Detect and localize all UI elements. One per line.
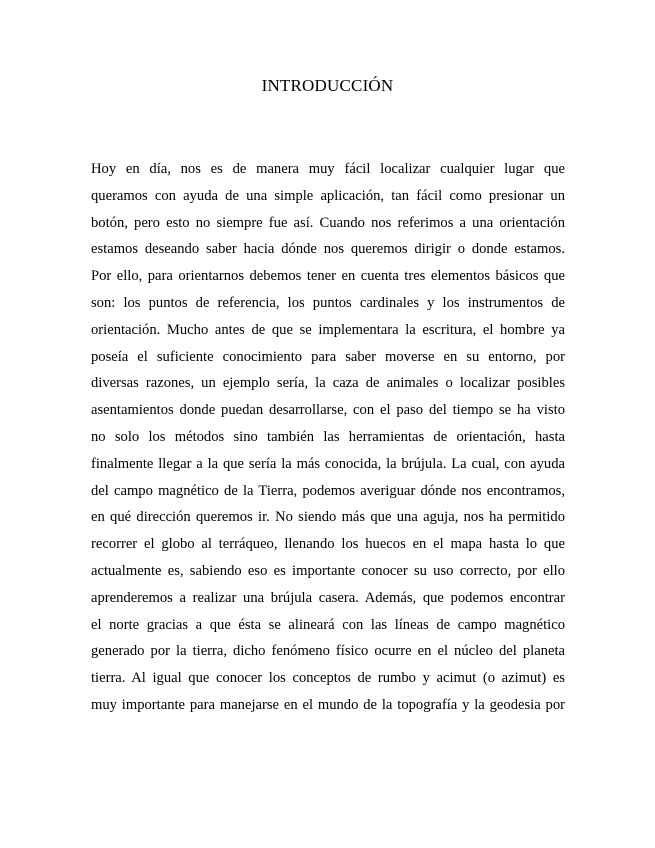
paragraph-line: generado por la tierra, dicho fenómeno físico ocurre en el núcleo del planeta bbox=[91, 643, 565, 660]
paragraph-line: Por ello, para orientarnos debemos tener en cuenta tres elementos básicos que bbox=[91, 268, 565, 285]
paragraph-line: el norte gracias a que ésta se alineará con las líneas de campo magnético bbox=[91, 616, 565, 633]
paragraph-line: recorrer el globo al terráqueo, llenando los huecos en el mapa hasta lo que bbox=[91, 536, 565, 553]
paragraph-line: del campo magnético de la Tierra, podemos averiguar dónde nos encontramos, bbox=[91, 482, 565, 499]
paragraph-line: muy importante para manejarse en el mundo de la topografía y la geodesia por bbox=[91, 696, 565, 713]
paragraph-line: finalmente llegar a la que sería la más conocida, la brújula. La cual, con ayuda bbox=[91, 455, 565, 472]
paragraph-line: Hoy en día, nos es de manera muy fácil localizar cualquier lugar que bbox=[91, 161, 565, 177]
paragraph-line: orientación. Mucho antes de que se implementara la escritura, el hombre ya bbox=[91, 321, 565, 338]
paragraph-line: diversas razones, un ejemplo sería, la caza de animales o localizar posibles bbox=[91, 375, 565, 392]
paragraph-line: actualmente es, sabiendo eso es importante conocer su uso correcto, por ello bbox=[91, 562, 565, 579]
paragraph-line: no solo los métodos sino también las herramientas de orientación, hasta bbox=[91, 428, 565, 445]
page-title: INTRODUCCIÓN bbox=[261, 76, 394, 95]
body-paragraph bbox=[91, 156, 565, 719]
paragraph-line: son: los puntos de referencia, los puntos cardinales y los instrumentos de bbox=[91, 294, 565, 311]
paragraph-line: aprenderemos a realizar una brújula casera. Además, que podemos encontrar bbox=[91, 589, 565, 606]
paragraph-line: asentamientos donde puedan desarrollarse, con el paso del tiempo se ha visto bbox=[91, 402, 565, 419]
paragraph-line: poseía el suficiente conocimiento para saber moverse en su entorno, por bbox=[91, 348, 565, 365]
paragraph-line: estamos deseando saber hacia dónde nos queremos dirigir o donde estamos. bbox=[91, 241, 565, 258]
paragraph-line: tierra. Al igual que conocer los conceptos de rumbo y acimut (o azimut) es bbox=[91, 670, 565, 687]
paragraph-line: queramos con ayuda de una simple aplicación, tan fácil como presionar un bbox=[91, 187, 565, 204]
paragraph-line: en qué dirección queremos ir. No siendo más que una aguja, nos ha permitido bbox=[91, 509, 565, 526]
paragraph-line: botón, pero esto no siempre fue así. Cuando nos referimos a una orientación bbox=[91, 214, 565, 231]
